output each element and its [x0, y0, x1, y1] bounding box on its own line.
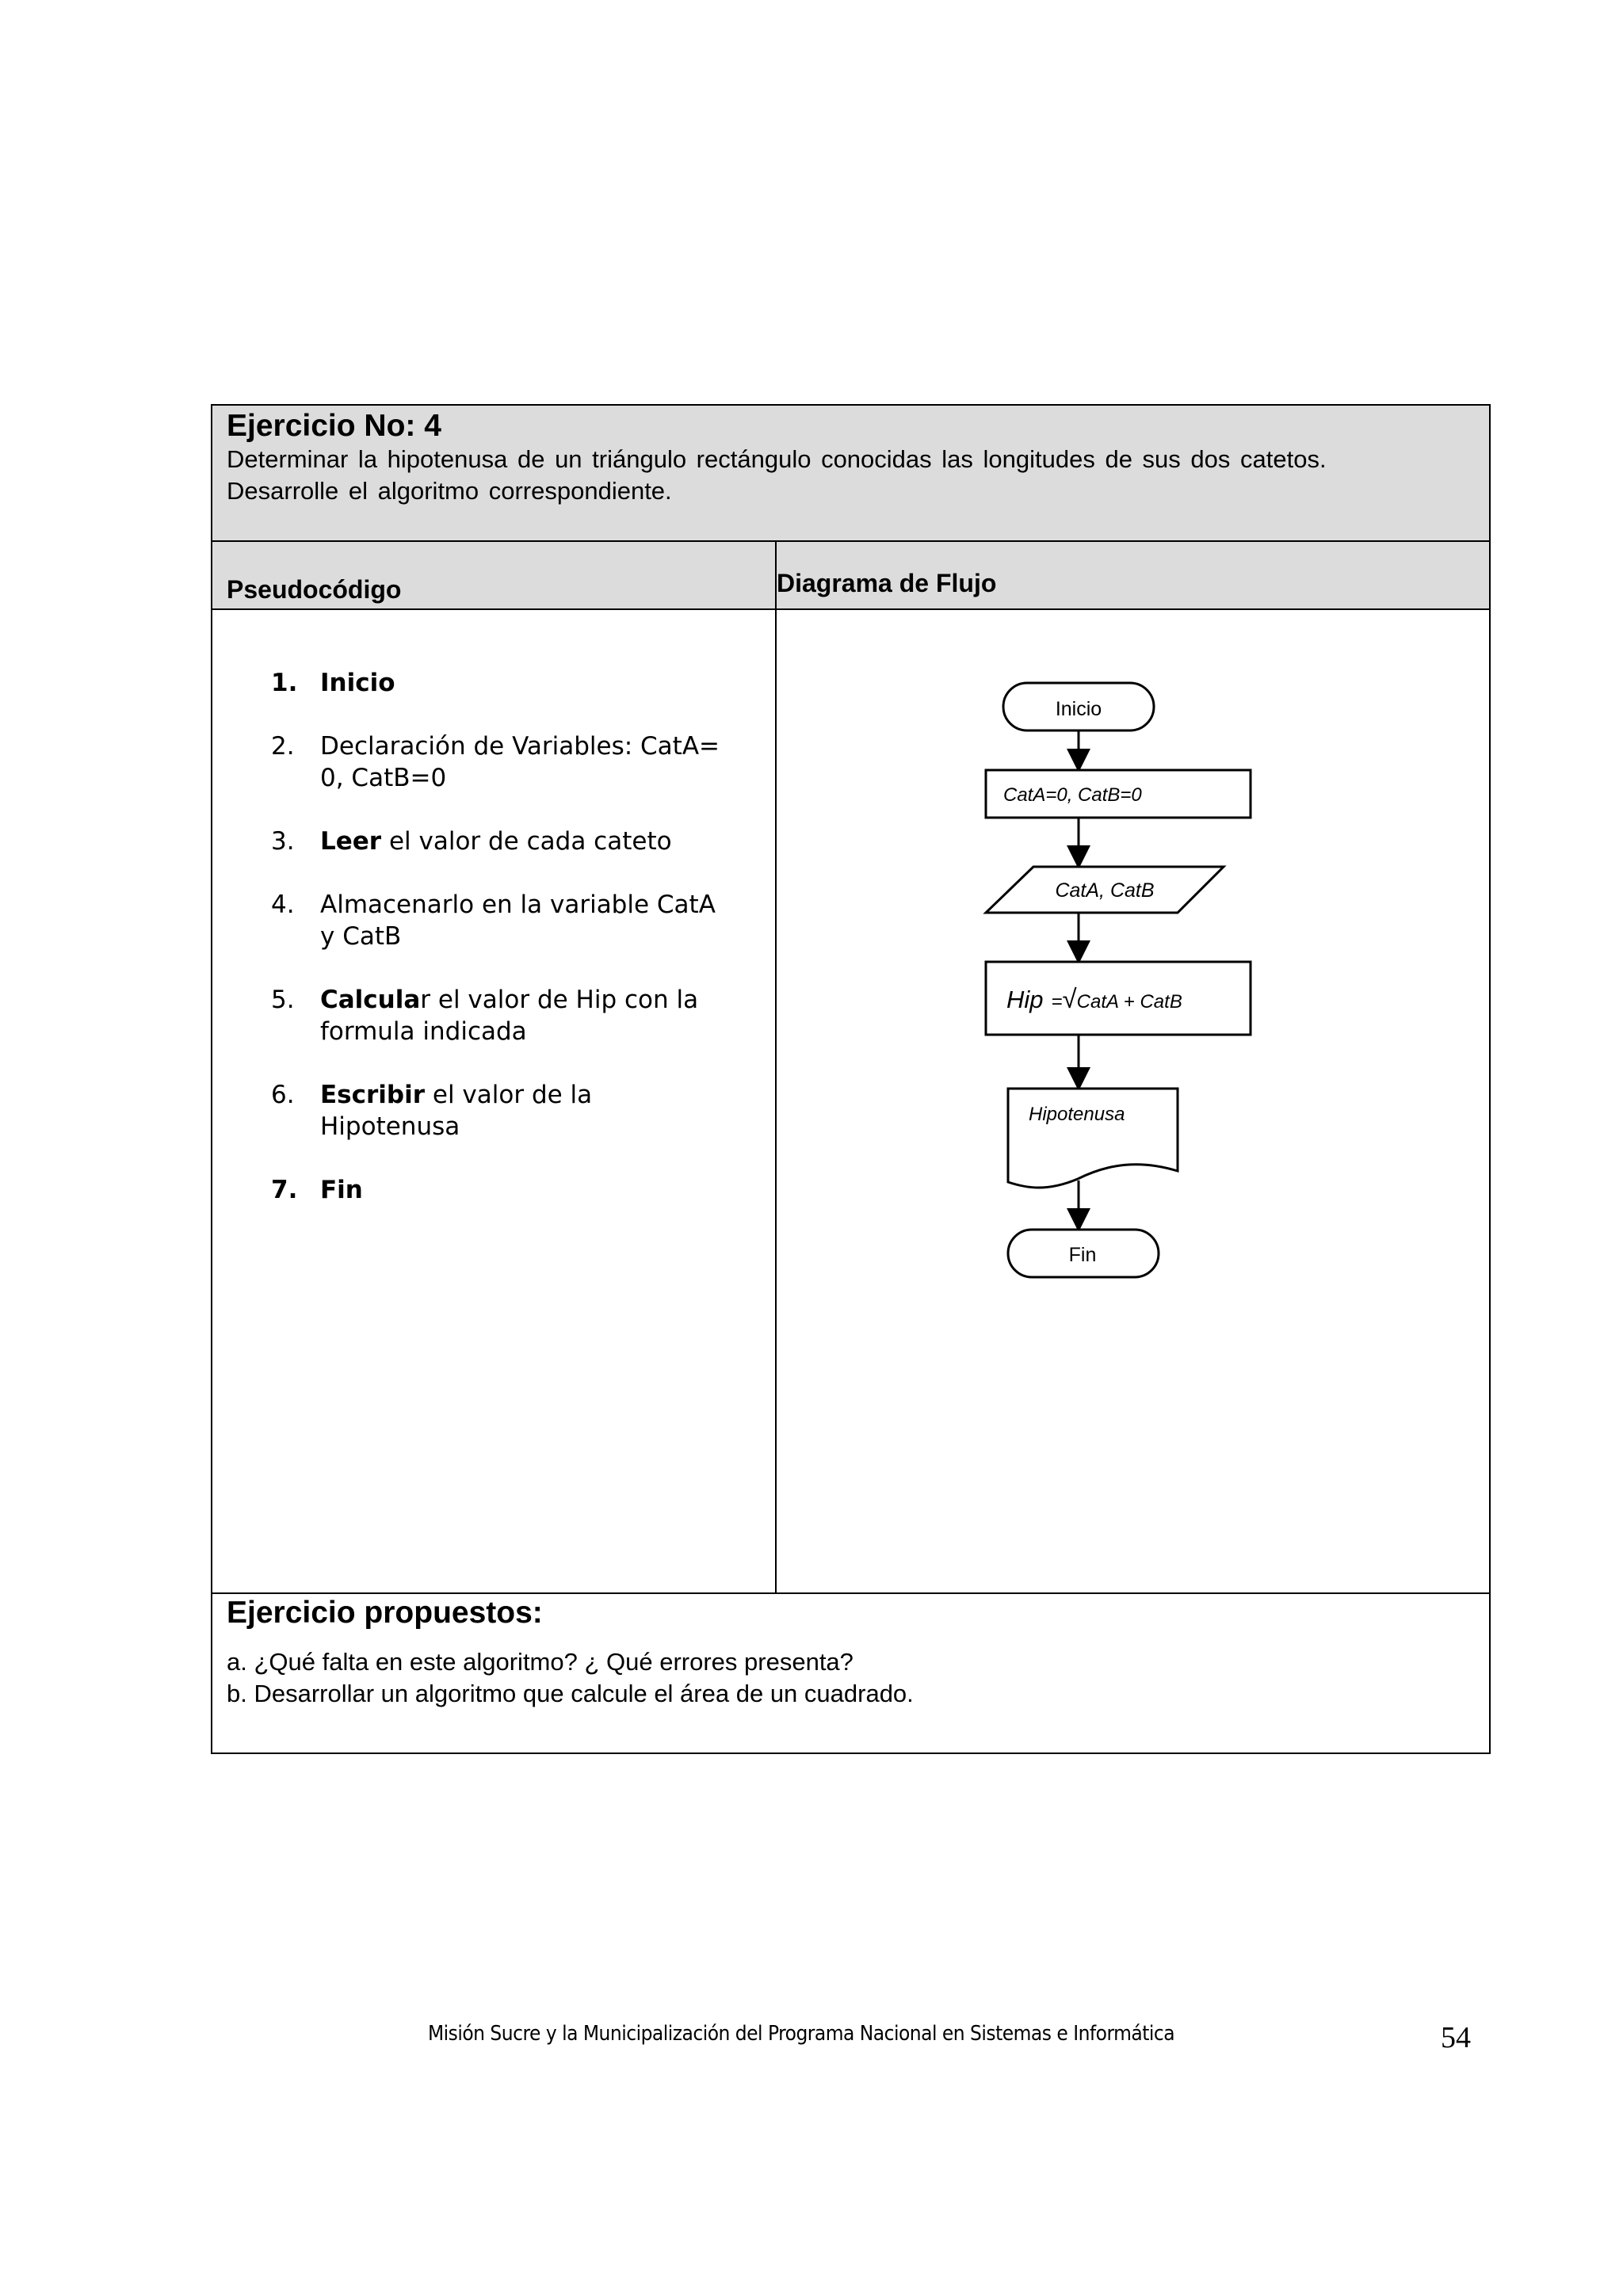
- column-divider: [775, 542, 777, 1592]
- step-text: el valor de la Hipotenusa: [320, 1081, 593, 1141]
- flowchart-input-label: CatA, CatB: [1055, 879, 1155, 902]
- pseudocode-step: [271, 1079, 731, 1142]
- step-text: Almacenarlo en la variable CatA y CatB: [320, 891, 716, 951]
- step-number: 5.: [271, 986, 295, 1014]
- pseudocode-step: [271, 984, 731, 1047]
- step-text: Declaración de Variables: CatA= 0, CatB=0: [320, 732, 720, 792]
- step-number: 1.: [271, 669, 298, 697]
- flowchart-column-header: Diagrama de Flujo: [777, 569, 997, 597]
- flowchart-input-parallelogram: [986, 867, 1224, 913]
- proposed-item-a: a. ¿Qué falta en este algoritmo? ¿ Qué errores presenta?: [227, 1648, 854, 1676]
- flowchart-calc-eq: =: [1051, 991, 1063, 1013]
- proposed-title: Ejercicio propuestos:: [227, 1596, 543, 1630]
- flowchart-end-terminal: [1008, 1230, 1159, 1277]
- step-number: 7.: [271, 1176, 298, 1204]
- exercise-table: [211, 404, 1491, 1754]
- footer-text: Misión Sucre y la Municipalización del Programa Nacional en Sistemas e Informática: [428, 2022, 1175, 2046]
- step-number: 2.: [271, 732, 295, 761]
- page-number: 54: [1441, 2021, 1471, 2054]
- pseudocode-step: [271, 826, 731, 857]
- pseudocode-steps: [271, 667, 731, 1238]
- flowchart-start-terminal: [1003, 683, 1154, 730]
- flowchart-start-label: Inicio: [1055, 698, 1102, 720]
- step-text: el valor de cada cateto: [381, 827, 672, 856]
- pseudocode-step: [271, 1174, 731, 1206]
- column-header-row: [212, 542, 1489, 610]
- flowchart-output-document: [1008, 1089, 1178, 1188]
- flowchart-init-label: CatA=0, CatB=0: [1003, 784, 1142, 806]
- flowchart-sqrt-symbol: √: [1062, 984, 1077, 1013]
- exercise-header: [212, 406, 1489, 542]
- exercise-description-line2: Desarrolle el algoritmo correspondiente.: [227, 477, 672, 505]
- step-number: 3.: [271, 827, 295, 856]
- pseudocode-column-header: Pseudocódigo: [227, 575, 402, 604]
- step-number: 4.: [271, 891, 295, 919]
- exercise-description-line1: Determinar la hipotenusa de un triángulo rectángulo conocidas las longitudes de sus dos catetos.: [227, 445, 1327, 473]
- pseudocode-step: [271, 667, 731, 699]
- step-text: Inicio: [320, 669, 395, 697]
- proposed-list: [227, 1646, 1475, 1710]
- step-keyword: Calcula: [320, 986, 421, 1014]
- flowchart-calc-var-text: Hip: [1006, 986, 1044, 1013]
- step-keyword: Leer: [320, 827, 382, 856]
- step-keyword: Escribir: [320, 1081, 426, 1109]
- flowchart-calc-expr: CatA + CatB: [1076, 991, 1182, 1013]
- step-text: Fin: [320, 1176, 363, 1204]
- step-number: 6.: [271, 1081, 295, 1109]
- flowchart-calc-process: [986, 962, 1251, 1035]
- proposed-item-b: b. Desarrollar un algoritmo que calcule el área de un cuadrado.: [227, 1680, 914, 1707]
- flowchart-end-label: Fin: [1068, 1244, 1097, 1266]
- exercise-title: Ejercicio No: 4: [227, 409, 441, 443]
- flowchart-output-label: Hipotenusa: [1029, 1104, 1125, 1125]
- flowchart-diagram: [951, 666, 1268, 1299]
- flowchart-init-process: [986, 770, 1251, 818]
- proposed-exercises: [212, 1592, 1489, 1753]
- pseudocode-step: [271, 730, 731, 794]
- pseudocode-step: [271, 889, 731, 952]
- step-text: r el valor de Hip con la formula indicada: [320, 986, 699, 1046]
